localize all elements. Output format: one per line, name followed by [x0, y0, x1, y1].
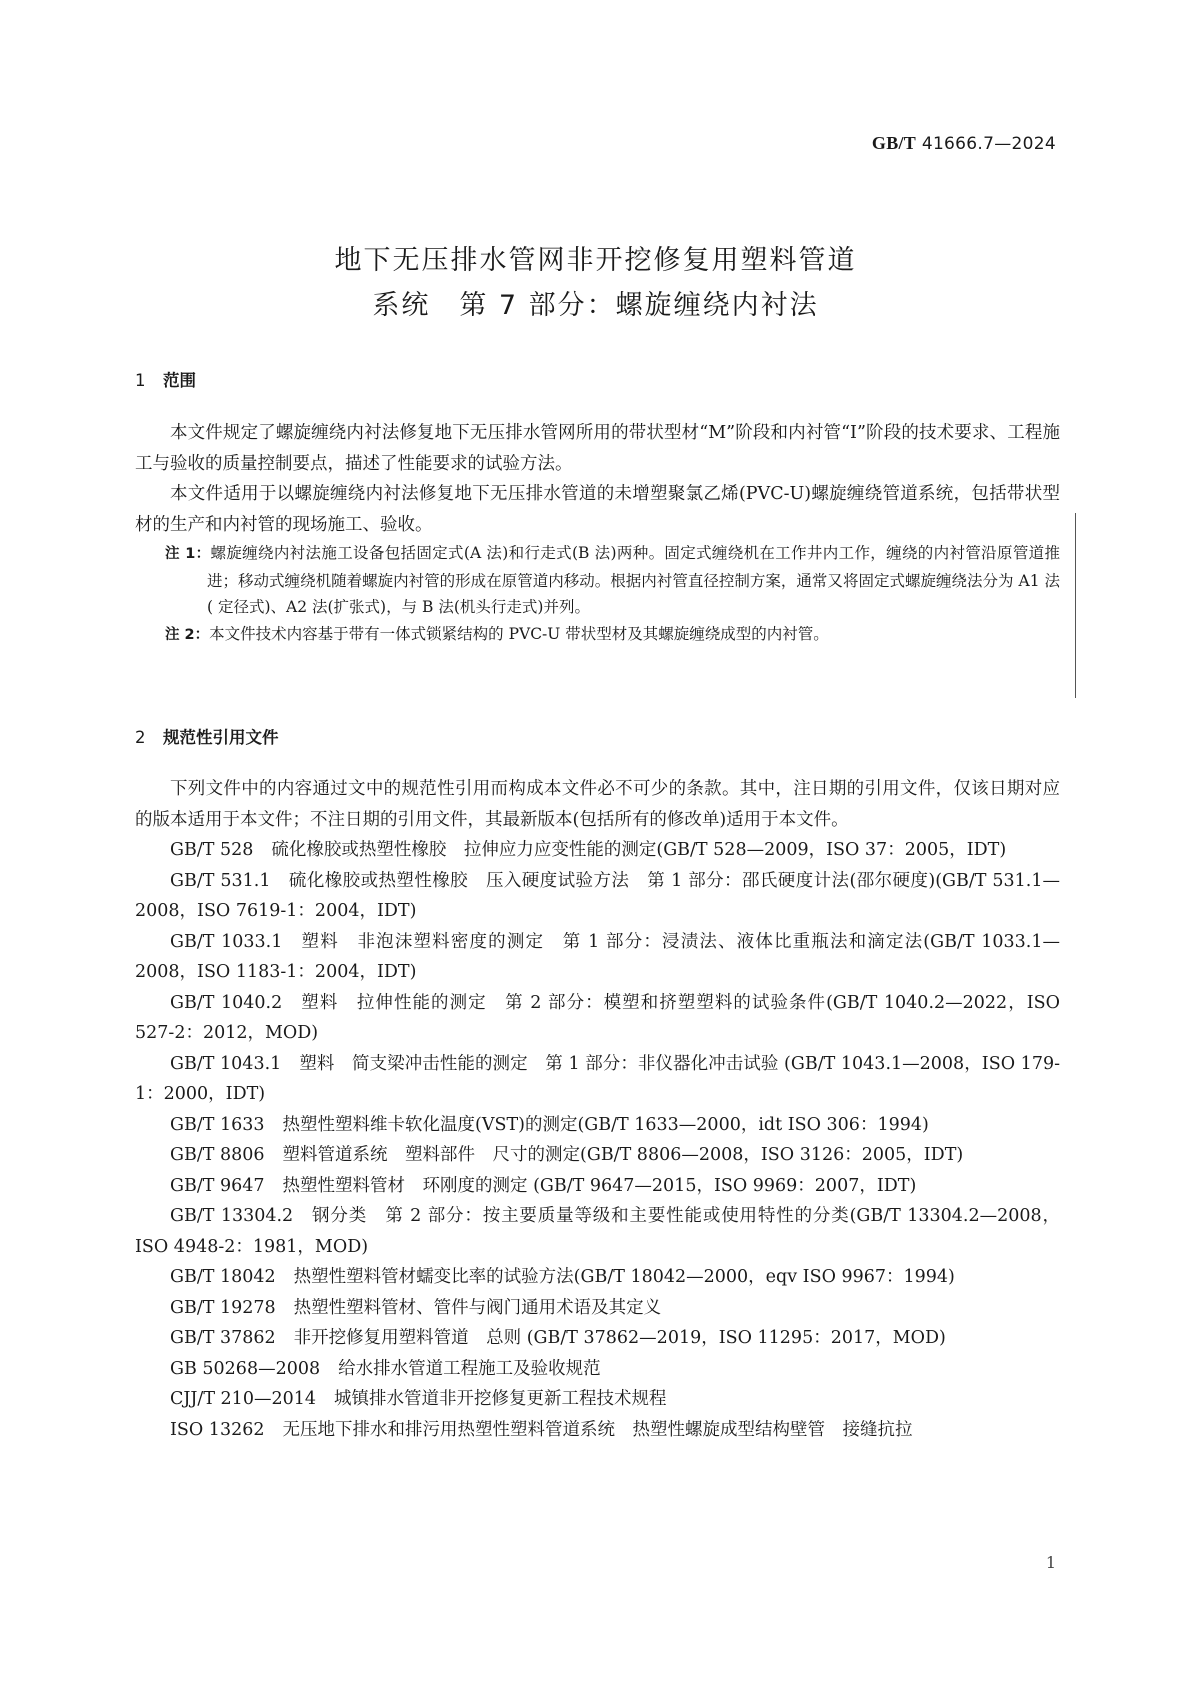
note-text: 本文件技术内容基于带有一体式锁紧结构的 PVC-U 带状型材及其螺旋缠绕成型的内衬管。: [209, 624, 829, 643]
reference-title: 塑料 非泡沫塑料密度的测定 第 1 部分：浸渍法、液体比重瓶法和滴定法(GB/T 1033.1—2008，ISO 1183-1：2004，IDT): [135, 931, 1060, 982]
reference-title: 无压地下排水和排污用热塑性塑料管道系统 热塑性螺旋成型结构壁管 接缝抗拉: [282, 1419, 913, 1440]
reference-code: GB/T 18042: [170, 1267, 276, 1287]
section-1-body: [135, 418, 1060, 648]
note-label: 注 1：: [165, 546, 211, 562]
reference-item: [135, 1293, 1060, 1324]
reference-title: 热塑性塑料管材 环刚度的测定 (GB/T 9647—2015，ISO 9969：2007，IDT): [282, 1175, 917, 1196]
paragraph: 本文件规定了螺旋缠绕内衬法修复地下无压排水管网所用的带状型材“M”阶段和内衬管“I”阶段的技术要求、工程施工与验收的质量控制要点，描述了性能要求的试验方法。: [135, 423, 1060, 474]
reference-item: [135, 988, 1060, 1049]
note-text: 螺旋缠绕内衬法施工设备包括固定式(A 法)和行走式(B 法)两种。固定式缠绕机在工作井内工作，缠绕的内衬管沿原管道推进；移动式缠绕机随着螺旋内衬管的形成在原管道内移动。根据内衬管直径控制方案，通常又将固定式螺旋缠绕法分为 A1 法( 定径式)、A2 法(扩张式)，与 B 法(机头行走式)并列。: [207, 544, 1061, 616]
note: [135, 540, 1060, 621]
revision-bar: [1075, 513, 1076, 698]
standard-code: [872, 133, 1056, 154]
reference-code: GB/T 13304.2: [170, 1206, 294, 1226]
reference-item: [135, 1262, 1060, 1293]
reference-code: GB/T 1033.1: [170, 931, 283, 952]
reference-item: [135, 1140, 1060, 1171]
section-title: 范围: [163, 371, 196, 390]
reference-title: 城镇排水管道非开挖修复更新工程技术规程: [334, 1389, 667, 1409]
section-title: 规范性引用文件: [163, 728, 279, 747]
reference-code: GB/T 19278: [170, 1297, 276, 1318]
reference-code: GB/T 8806: [170, 1145, 265, 1165]
reference-code: GB/T 9647: [170, 1175, 265, 1196]
title-line-1: 地下无压排水管网非开挖修复用塑料管道: [334, 245, 857, 276]
standard-prefix: GB/T: [871, 133, 917, 153]
reference-item: [135, 1201, 1060, 1262]
reference-item: [135, 1354, 1060, 1385]
reference-code: CJJ/T 210—2014: [170, 1389, 316, 1409]
reference-item: [135, 1110, 1060, 1141]
reference-code: GB/T 1043.1: [170, 1053, 282, 1074]
reference-item: [135, 927, 1060, 988]
reference-code: GB/T 531.1: [170, 870, 271, 891]
reference-item: [135, 1171, 1060, 1202]
reference-code: GB/T 1633: [170, 1114, 265, 1135]
reference-title: 非开挖修复用塑料管道 总则 (GB/T 37862—2019，ISO 11295：2017，MOD): [293, 1328, 946, 1348]
reference-title: 热塑性塑料管材、管件与阀门通用术语及其定义: [293, 1297, 662, 1318]
paragraph: 下列文件中的内容通过文中的规范性引用而构成本文件必不可少的条款。其中，注日期的引用文件，仅该日期对应的版本适用于本文件；不注日期的引用文件，其最新版本(包括所有的修改单)适用于本文件。: [135, 779, 1060, 830]
section-2-body: [135, 774, 1060, 1445]
reference-item: [135, 866, 1060, 927]
note: [135, 621, 1060, 649]
reference-title: 钢分类 第 2 部分：按主要质量等级和主要性能或使用特性的分类(GB/T 13304.2—2008，ISO 4948-2：1981，MOD): [135, 1206, 1060, 1257]
document-title: [0, 238, 1191, 328]
reference-title: 硫化橡胶或热塑性橡胶 压入硬度试验方法 第 1 部分：邵氏硬度计法(邵尔硬度)(GB/T 531.1—2008，ISO 7619-1：2004，IDT): [135, 870, 1061, 921]
page-number: 1: [1045, 1553, 1056, 1572]
reference-code: GB/T 1040.2: [170, 992, 283, 1013]
reference-code: GB/T 37862: [170, 1328, 276, 1348]
section-1-heading: [135, 367, 196, 391]
reference-title: 热塑性塑料管材蠕变比率的试验方法(GB/T 18042—2000，eqv ISO 9967：1994): [293, 1267, 955, 1287]
reference-item: [135, 1415, 1060, 1446]
title-line-2: 系统 第 7 部分：螺旋缠绕内衬法: [372, 290, 819, 321]
reference-title: 塑料 拉伸性能的测定 第 2 部分：模塑和挤塑塑料的试验条件(GB/T 1040.2—2022，ISO 527-2：2012，MOD): [135, 992, 1060, 1043]
reference-title: 塑料管道系统 塑料部件 尺寸的测定(GB/T 8806—2008，ISO 3126：2005，IDT): [282, 1145, 964, 1165]
section-number: 2: [135, 728, 146, 747]
reference-item: [135, 1323, 1060, 1354]
reference-title: 硫化橡胶或热塑性橡胶 拉伸应力应变性能的测定(GB/T 528—2009，ISO 37：2005，IDT): [271, 840, 1007, 860]
section-2-heading: [135, 724, 279, 748]
section-number: 1: [135, 371, 146, 390]
reference-code: GB 50268—2008: [170, 1358, 321, 1379]
reference-title: 给水排水管道工程施工及验收规范: [338, 1358, 601, 1379]
reference-code: ISO 13262: [170, 1419, 265, 1440]
note-label: 注 2：: [165, 626, 210, 643]
standard-number: 41666.7—2024: [921, 134, 1056, 154]
reference-item: [135, 1384, 1060, 1415]
reference-item: [135, 1049, 1060, 1110]
reference-item: [135, 835, 1060, 866]
paragraph: 本文件适用于以螺旋缠绕内衬法修复地下无压排水管道的未增塑聚氯乙烯(PVC-U)螺旋缠绕管道系统，包括带状型材的生产和内衬管的现场施工、验收。: [135, 484, 1060, 535]
reference-title: 热塑性塑料维卡软化温度(VST)的测定(GB/T 1633—2000，idt ISO 306：1994): [282, 1114, 929, 1135]
reference-title: 塑料 简支梁冲击性能的测定 第 1 部分：非仪器化冲击试验 (GB/T 1043.1—2008，ISO 179-1：2000，IDT): [135, 1053, 1060, 1104]
reference-code: GB/T 528: [170, 840, 254, 860]
